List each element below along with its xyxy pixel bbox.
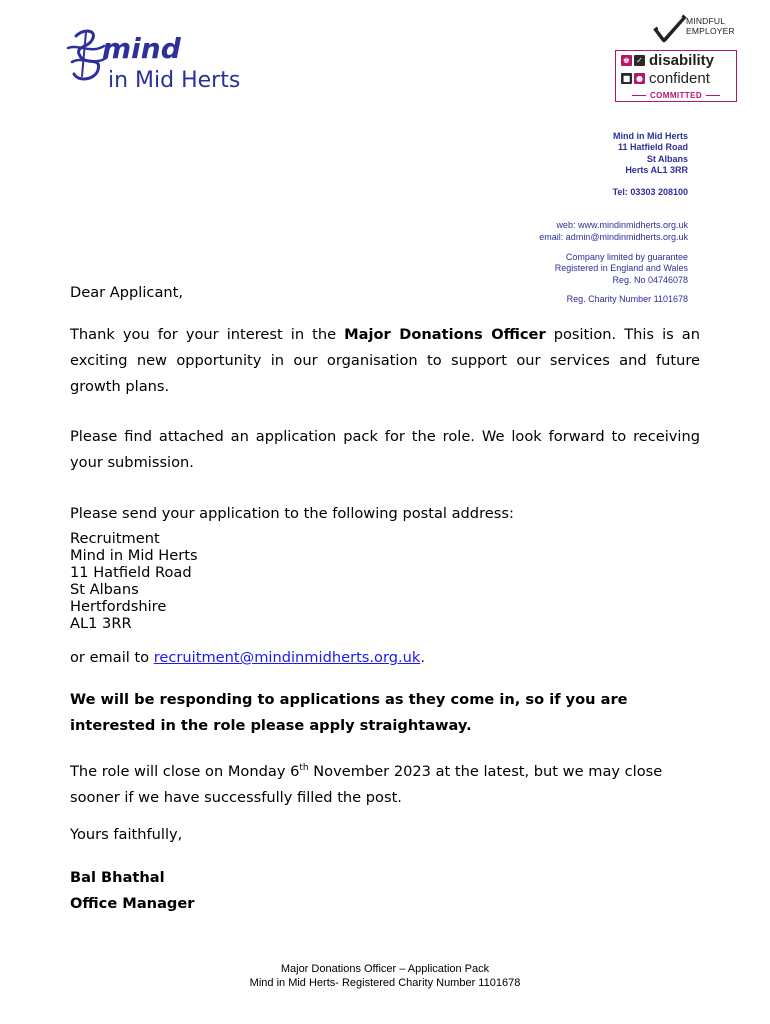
chart-icon: ✓ [634, 55, 645, 66]
postal-line: St Albans [70, 581, 139, 598]
dc-committed-label: COMMITTED [616, 91, 736, 100]
apply-now-note: We will be responding to applications as they come in, so if you are interested in the role please apply straightaway. [70, 691, 628, 734]
people-icon: ♚ [622, 56, 631, 65]
signer-name: Bal Bhathal [70, 869, 165, 886]
org-telephone: Tel: 03303 208100 [612, 187, 688, 198]
page-footer [0, 963, 770, 990]
charity-number: Reg. Charity Number 1101678 [566, 293, 688, 304]
company-line-2: Registered in England and Wales [554, 263, 688, 274]
pack-paragraph: Please find attached an application pack for the role. We look forward to receiving your submission. [70, 428, 700, 471]
signoff: Yours faithfully, [70, 826, 183, 843]
email-suffix: . [420, 649, 425, 666]
company-reg-number: Reg. No 04746078 [612, 274, 688, 285]
email-prefix: or email to [70, 649, 154, 666]
checkmark-icon [652, 14, 688, 44]
footer-line-2: Mind in Mid Herts- Registered Charity Number 1101678 [249, 976, 521, 989]
postal-line: 11 Hatfield Road [70, 564, 192, 581]
salutation: Dear Applicant, [70, 284, 183, 301]
signer-title: Office Manager [70, 895, 195, 912]
logo-word-mind: mind [102, 32, 181, 65]
recruitment-email-link[interactable]: recruitment@mindinmidherts.org.uk [153, 649, 421, 666]
ordinal-suffix: th [299, 763, 309, 773]
postal-line: Recruitment [70, 530, 160, 547]
postal-instruction: Please send your application to the following postal address: [70, 505, 514, 522]
postal-address [70, 530, 198, 632]
org-street: 11 Hatfield Road [617, 142, 688, 153]
mind-logo [62, 26, 262, 98]
lock-icon: ■ [622, 74, 631, 83]
intro-text-start: Thank you for your interest in the [70, 326, 345, 343]
org-postcode: Herts AL1 3RR [625, 164, 688, 175]
org-website: web: www.mindinmidherts.org.uk [556, 220, 688, 231]
employer-text: EMPLOYER [686, 26, 735, 36]
org-name: Mind in Mid Herts [613, 131, 688, 141]
disability-confident-badge [615, 50, 737, 102]
postal-line: Mind in Mid Herts [70, 547, 198, 564]
dc-word-confident: confident [649, 70, 710, 87]
mindful-employer-badge [652, 14, 742, 48]
postal-line: AL1 3RR [70, 615, 132, 632]
org-town: St Albans [646, 153, 688, 164]
intro-text-end: position. This is an exciting new opportunity in our organisation to support our services and future growth plans. [70, 326, 700, 395]
postal-line: Hertfordshire [70, 598, 167, 615]
closing-text-start: The role will close on Monday 6 [70, 762, 300, 780]
email-line [70, 645, 700, 671]
intro-paragraph [70, 322, 700, 400]
company-line-1: Company limited by guarantee [565, 252, 688, 263]
logo-word-place: in Mid Herts [108, 68, 241, 93]
closing-text-end: November 2023 at the latest, but we may close sooner if we have successfully filled the post. [70, 762, 663, 806]
mindful-text: MINDFUL [686, 16, 726, 26]
closing-date-paragraph [70, 755, 700, 811]
footer-line-1: Major Donations Officer – Application Pack [280, 963, 490, 975]
wheelchair-icon: ● [634, 73, 645, 84]
role-title: Major Donations Officer [344, 326, 546, 343]
dc-word-disability: disability [649, 52, 715, 69]
org-email: email: admin@mindinmidherts.org.uk [539, 231, 688, 242]
